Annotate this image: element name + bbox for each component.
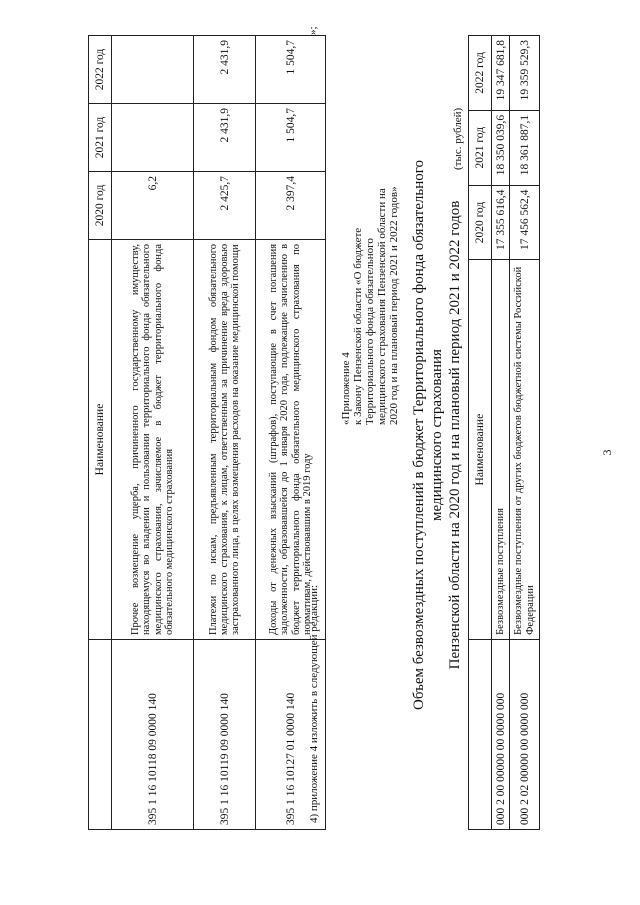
page-number: 3 — [600, 449, 614, 456]
row-name: Прочее возмещение ущерба, причиненного государственному имуществу, находящемуся во владении и пользовании территориального фонда обязательного медицинского страхования, зачисляемое в бюджет территориального фонда обязательного медицинского страхования — [112, 239, 194, 639]
row-name: Платежи по искам, предъявленным территориальным фондом обязательного медицинского страхования, к лицам, ответственным за причинение вреда здоровью застрахованного лица, в целях возмещения расходов на оказание медицинской помощи — [194, 239, 256, 639]
row-name: Безвозмездные поступления — [492, 260, 510, 640]
table-row — [112, 36, 194, 830]
row-value-2022: 19 359 529,3 — [510, 36, 540, 111]
header-2021: 2021 год — [89, 104, 112, 172]
row-code: 000 2 00 00000 00 0000 000 — [492, 639, 510, 829]
row-value-2020: 17 355 616,4 — [492, 185, 510, 260]
row-value-2021: 1 504,7 — [256, 104, 326, 172]
header-2020: 2020 год — [469, 185, 492, 260]
table-row — [194, 36, 256, 830]
row-code: 000 2 02 00000 00 0000 000 — [510, 639, 540, 829]
appendix-line: 2020 год и на плановый период 2021 и 2022 годов» — [388, 186, 401, 425]
header-code — [469, 639, 492, 829]
header-code — [89, 640, 112, 830]
row-value-2021 — [112, 104, 194, 172]
amendment-text: 4) приложение 4 изложить в следующей редакции: — [308, 584, 320, 823]
appendix-line: к Закону Пензенской области «О бюджете — [352, 227, 365, 425]
revenue-table-continued — [88, 35, 326, 830]
row-value-2021: 18 361 887,1 — [510, 110, 540, 185]
header-name: Наименование — [89, 239, 112, 639]
table-header-row — [89, 36, 112, 830]
document-title — [410, 115, 464, 755]
header-2021: 2021 год — [469, 110, 492, 185]
appendix-line: «Приложение 4 — [340, 352, 352, 425]
row-code: 395 1 16 10119 09 0000 140 — [194, 640, 256, 830]
row-name: Доходы от денежных взысканий (штрафов), поступающие в счет погашения задолженности, образовавшейся до 1 января 2020 года, подлежащие зачислению в бюджет территориального фонда обязательного медицинского страхования по нормативам, действовавшим в 2019 году — [256, 239, 326, 639]
appendix-line: Территориального фонда обязательного — [364, 238, 377, 425]
title-line: Пензенской области на 2020 год и на плановый период 2021 и 2022 годов — [447, 200, 463, 670]
appendix-line: медицинского страхования Пензенской области на — [376, 188, 389, 425]
row-value-2020: 2 397,4 — [256, 171, 326, 239]
row-value-2021: 18 350 039,6 — [492, 110, 510, 185]
unit-label: (тыс. рублей) — [452, 107, 464, 170]
row-name: Безвозмездные поступления от других бюджетов бюджетной системы Российской Федерации — [510, 260, 540, 640]
row-value-2020: 2 425,7 — [194, 171, 256, 239]
table-row — [492, 36, 510, 830]
row-code: 395 1 16 10127 01 0000 140 — [256, 640, 326, 830]
appendix-header — [340, 125, 400, 425]
row-value-2022: 19 347 681,8 — [492, 36, 510, 111]
table-row — [510, 36, 540, 830]
row-value-2022 — [112, 36, 194, 104]
header-2022: 2022 год — [469, 36, 492, 111]
row-value-2020: 17 456 562,4 — [510, 185, 540, 260]
row-value-2021: 2 431,9 — [194, 104, 256, 172]
title-line: Объем безвозмездных поступлений в бюджет Территориального фонда обязательного медицинского страхования — [411, 159, 445, 711]
row-value-2020: 6,2 — [112, 171, 194, 239]
closing-quote: »; — [307, 26, 319, 35]
row-code: 395 1 16 10118 09 0000 140 — [112, 640, 194, 830]
header-2022: 2022 год — [89, 36, 112, 104]
row-value-2022: 1 504,7 — [256, 36, 326, 104]
header-name: Наименование — [469, 260, 492, 640]
row-value-2022: 2 431,9 — [194, 36, 256, 104]
header-2020: 2020 год — [89, 171, 112, 239]
table-header-row — [469, 36, 492, 830]
grants-table — [468, 35, 540, 830]
